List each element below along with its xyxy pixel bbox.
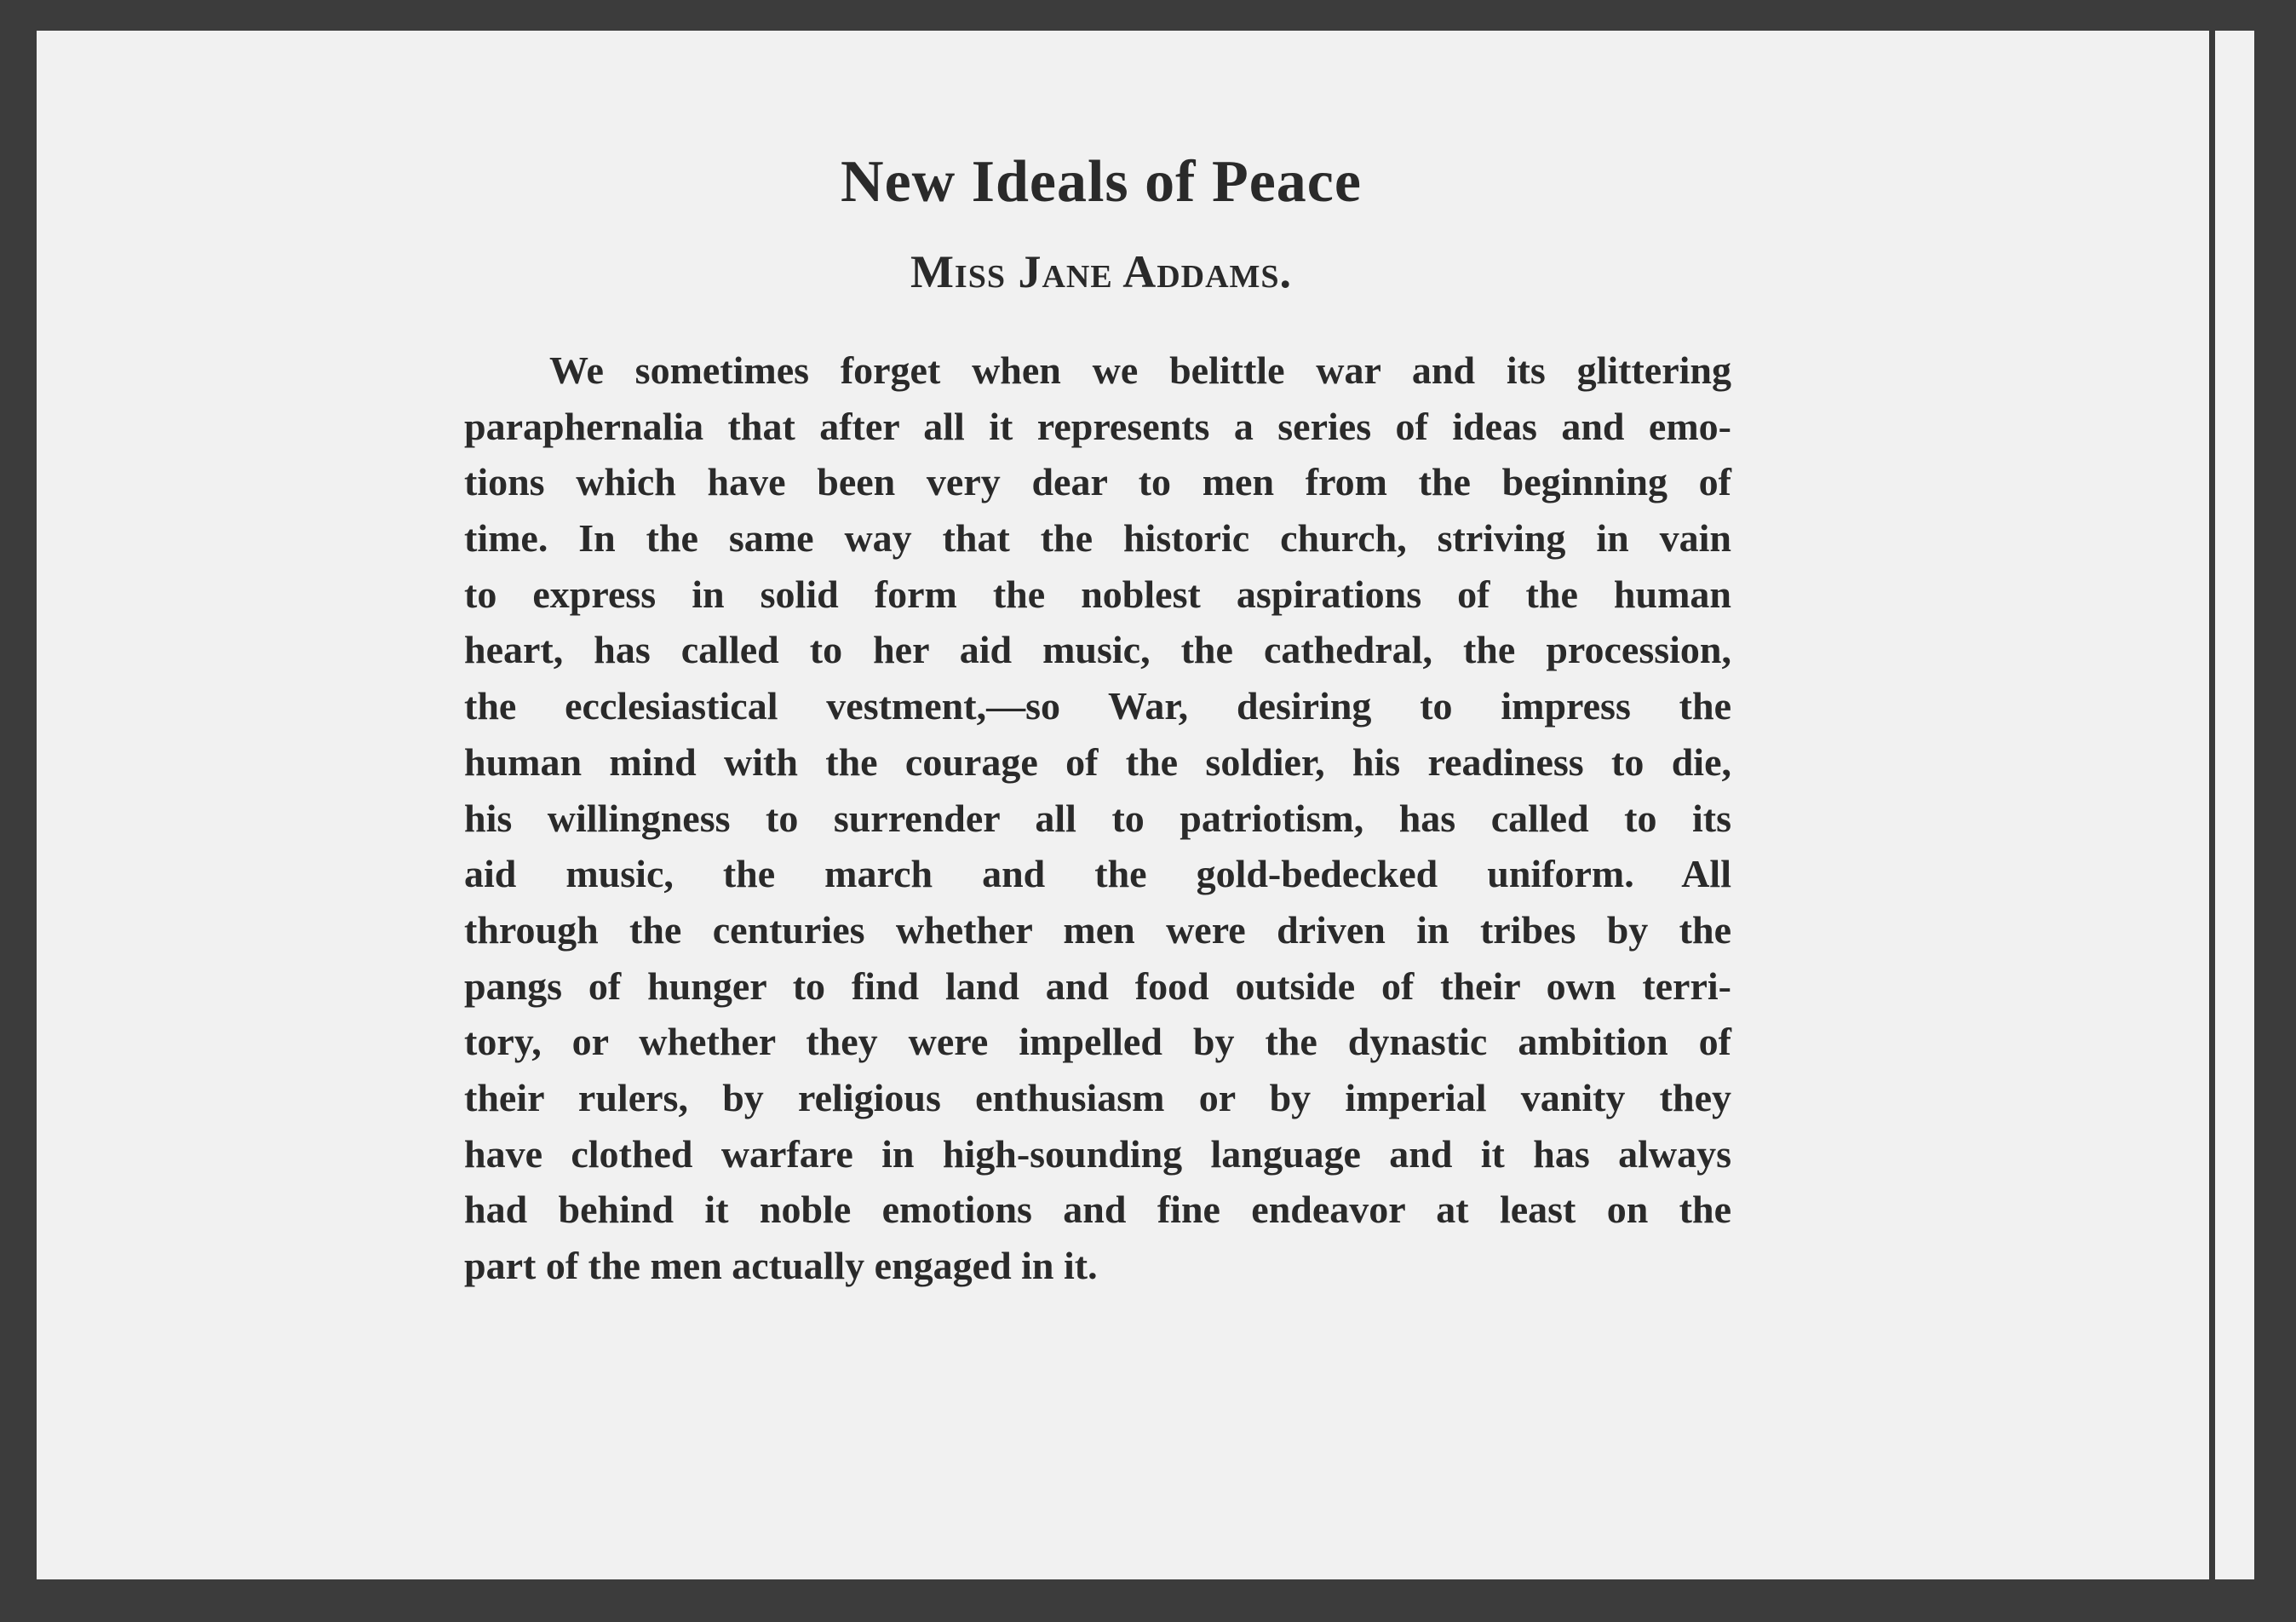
text-line: tory, or whether they were impelled by the dynastic ambition of <box>464 1020 1731 1064</box>
text-line: We sometimes forget when we belittle war and its glittering <box>549 348 1731 392</box>
body-paragraph <box>464 342 1731 1294</box>
text-line: their rulers, by religious enthusiasm or by imperial vanity they <box>464 1075 1731 1119</box>
text-line: aid music, the march and the gold-bedecked uniform. All <box>464 852 1731 896</box>
text-line: the ecclesiastical vestment,—so War, desiring to impress the <box>464 684 1731 728</box>
text-line: have clothed warfare in high-sounding language and it has always <box>464 1131 1731 1176</box>
text-line: through the centuries whether men were driven in tribes by the <box>464 907 1731 952</box>
text-line: had behind it noble emotions and fine endeavor at least on the <box>464 1188 1731 1232</box>
text-line: time. In the same way that the historic church, striving in vain <box>464 516 1731 561</box>
text-line: paraphernalia that after all it represents a series of ideas and emo- <box>464 404 1731 448</box>
page-edge-rule <box>2209 31 2215 1579</box>
text-line: his willingness to surrender all to patriotism, has called to its <box>464 796 1731 840</box>
document-page <box>37 31 2254 1579</box>
text-line: human mind with the courage of the soldier, his readiness to die, <box>464 739 1731 784</box>
document-author: Miss Jane Addams. <box>910 246 1293 297</box>
text-line: heart, has called to her aid music, the cathedral, the procession, <box>464 628 1731 672</box>
document-title: New Ideals of Peace <box>841 149 1362 215</box>
text-line: pangs of hunger to find land and food outside of their own terri- <box>464 963 1731 1008</box>
text-line: tions which have been very dear to men from the beginning of <box>464 460 1731 504</box>
text-line: to express in solid form the noblest aspirations of the human <box>464 572 1731 616</box>
text-line: part of the men actually engaged in it. <box>464 1244 1098 1287</box>
